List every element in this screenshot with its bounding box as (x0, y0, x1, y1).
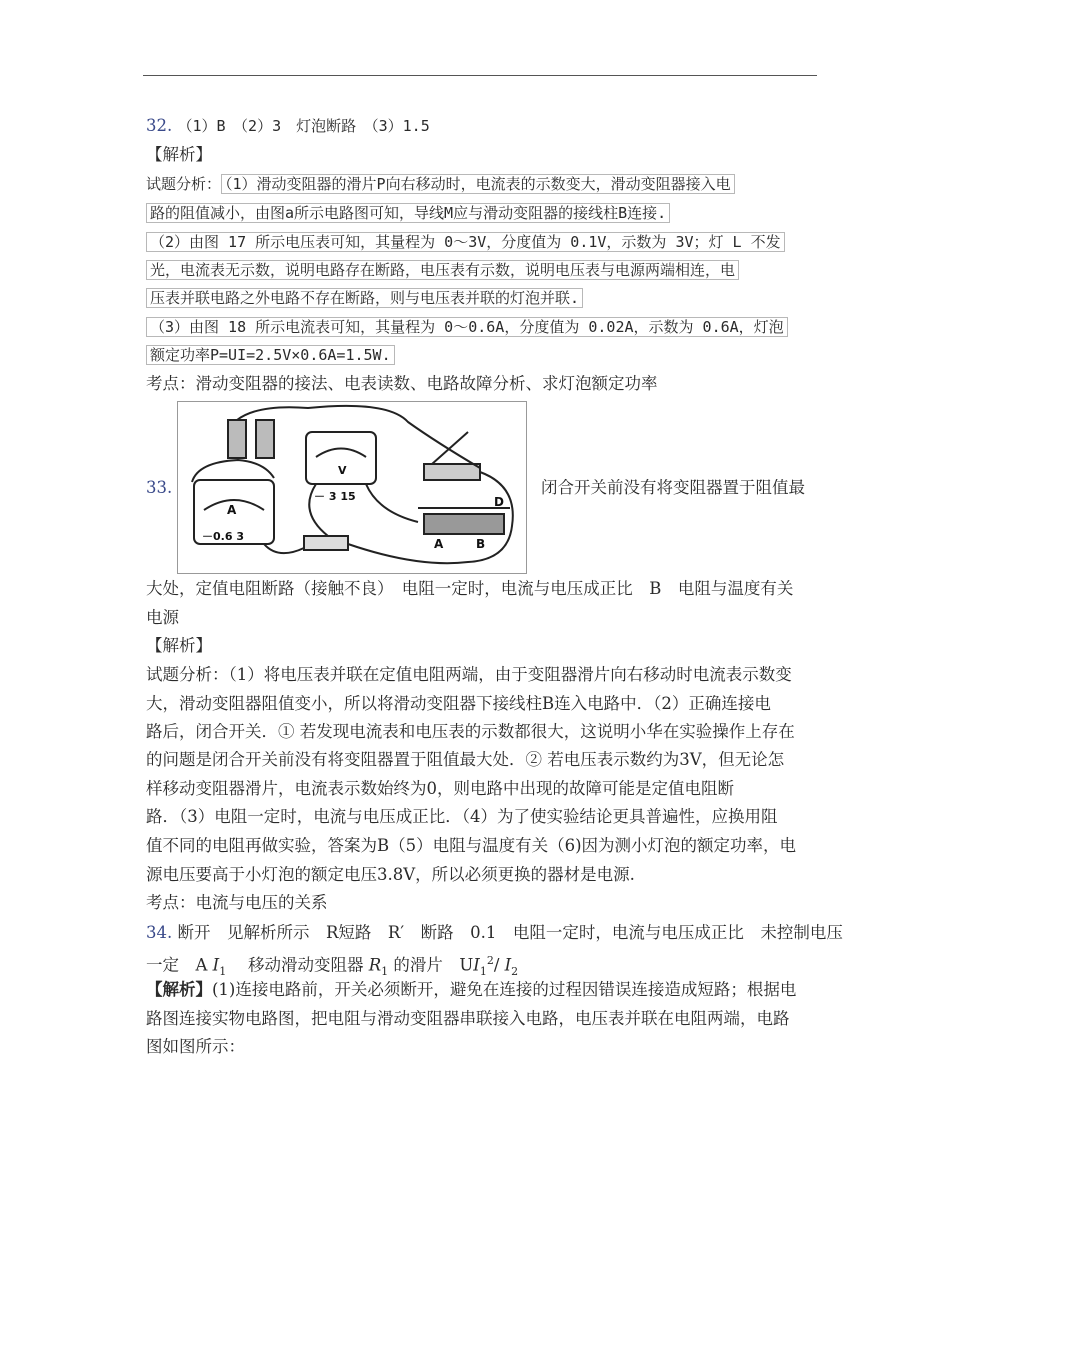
q32-answer-line (146, 114, 430, 138)
q34-number: 34. (146, 923, 173, 942)
q32-number: 32. (146, 116, 173, 135)
q34-resistor-symbol: R (368, 955, 382, 975)
q34-current-symbol: I (212, 955, 220, 975)
q34-answer-part-c: 的滑片 U (393, 955, 474, 975)
q33-analysis-line-2: 大，滑动变阻器阻值变小，所以将滑动变阻器下接线柱B连入电路中．（2）正确连接电 (146, 694, 771, 713)
q34-answer-part-a: 一定 A (146, 955, 208, 975)
wire (192, 460, 274, 482)
q34-answer-line-1 (146, 921, 843, 945)
q33-answer-line-1: 大处，定值电阻断路（接触不良） 电阻一定时，电流与电压成正比 B 电阻与温度有关 (146, 579, 794, 598)
q34-current-subscript: 1 (219, 964, 227, 978)
voltmeter-label: V (338, 464, 347, 477)
q33-number: 33. (146, 478, 173, 497)
q34-resistor-subscript: 1 (381, 964, 389, 978)
q32-analysis-line-2 (146, 201, 670, 225)
resistor-icon (304, 536, 348, 550)
q32-analysis-line-7 (146, 343, 395, 367)
q32-analysis-line-1 (146, 172, 735, 196)
q33-analysis-line-5: 样移动变阻器滑片，电流表示数始终为0，则电路中出现的故障可能是定值电阻断 (146, 779, 734, 798)
voltmeter-terminals: － 3 15 (314, 490, 356, 503)
q33-analysis-line-4: 的问题是闭合开关前没有将变阻器置于阻值最大处．② 若电压表示数约为3V，但无论怎 (146, 750, 785, 769)
q32-analysis-line-4 (146, 258, 739, 282)
q34-analysis-text-1: (1)连接电路前，开关必须断开，避免在连接的过程因错误连接造成短路；根据电 (212, 980, 797, 999)
rheostat-label-a: A (434, 537, 444, 551)
q32-jiexi-heading: 【解析】 (146, 145, 212, 164)
q33-answer-start: 闭合开关前没有将变阻器置于阻值最 (541, 478, 805, 497)
rheostat-label-b: B (476, 537, 486, 551)
q34-analysis-line-2: 路图连接实物电路图，把电阻与滑动变阻器串联接入电路，电压表并联在电阻两端，电路 (146, 1009, 790, 1028)
rheostat-label-d: D (494, 495, 504, 509)
q32-analysis-lead: 试题分析： (146, 175, 222, 193)
header-rule (143, 75, 817, 76)
circuit-diagram (178, 402, 526, 573)
q33-analysis-line-6: 路．（3）电阻一定时，电流与电压成正比．（4）为了使实验结论更具普遍性，应换用阻 (146, 807, 778, 826)
q33-kaodian: 考点：电流与电压的关系 (146, 893, 328, 912)
q34-answer-text-1: 断开 见解析所示 R短路 R′ 断路 0.1 电阻一定时，电流与电压成正比 未控制电压 (177, 923, 843, 942)
circuit-diagram-figure (177, 401, 527, 574)
q34-formula-current-subscript: 1 (479, 964, 487, 978)
q34-analysis-line-3: 图如图所示： (146, 1037, 245, 1056)
q34-answer-part-b: 移动滑动变阻器 (231, 955, 364, 975)
q32-part2-line-a: （2）由图 17 所示电压表可知，其量程为 0～3V，分度值为 0.1V，示数为 3V；灯 L 不发 (146, 232, 785, 252)
q32-part1-line-b: 路的阻值减小，由图a所示电路图可知，导线M应与滑动变阻器的接线柱B连接. (146, 203, 670, 223)
q32-part3-line-b: 额定功率P=UI=2.5V×0.6A=1.5W. (146, 345, 395, 365)
q32-part2-line-c: 压表并联电路之外电路不存在断路，则与电压表并联的灯泡并联. (146, 288, 583, 308)
q33-jiexi-heading: 【解析】 (146, 636, 212, 655)
rheostat-icon (424, 514, 504, 534)
ammeter-terminals: －0.6 3 (202, 530, 244, 543)
q33-analysis-line-8: 源电压要高于小灯泡的额定电压3.8V，所以必须更换的器材是电源. (146, 865, 635, 884)
q32-analysis-line-3 (146, 230, 785, 254)
q32-part3-line-a: （3）由图 18 所示电流表可知，其量程为 0～0.6A，分度值为 0.02A，示数为 0.6A，灯泡 (146, 317, 788, 337)
q34-formula-exponent: 2 (486, 954, 494, 967)
battery-cell-icon (228, 420, 246, 458)
q33-analysis-line-1: 试题分析：（1）将电压表并联在定值电阻两端，由于变阻器滑片向右移动时电流表示数变 (146, 665, 792, 684)
q34-jiexi-heading: 【解析】 (146, 980, 212, 999)
q34-formula-current: I (473, 955, 480, 975)
ammeter-label: A (227, 503, 237, 517)
q32-part1-line-a: （1）滑动变阻器的滑片P向右移动时，电流表的示数变大，滑动变阻器接入电 (221, 174, 735, 194)
wire (264, 544, 304, 553)
q34-analysis-line-1 (146, 978, 796, 1002)
q32-part2-line-b: 光，电流表无示数，说明电路存在断路，电压表有示数，说明电压表与电源两端相连，电 (146, 260, 739, 280)
switch-icon (424, 464, 480, 480)
q32-analysis-line-5 (146, 286, 583, 310)
q34-formula-current-2: I (504, 955, 512, 975)
q33-analysis-line-3: 路后，闭合开关．① 若发现电流表和电压表的示数都很大，这说明小华在实验操作上存在 (146, 722, 795, 741)
wire (366, 484, 418, 522)
battery-cell-icon (256, 420, 274, 458)
q32-kaodian: 考点：滑动变阻器的接法、电表读数、电路故障分析、求灯泡额定功率 (146, 374, 658, 393)
q34-formula-current-2-subscript: 2 (511, 964, 519, 978)
q32-analysis-line-6 (146, 315, 788, 339)
q33-answer-line-2: 电源 (146, 608, 179, 627)
q32-answer: （1）B （2）3 灯泡断路 （3）1.5 (177, 117, 430, 135)
q34-formula-slash: / (493, 955, 505, 975)
q33-analysis-line-7: 值不同的电阻再做实验，答案为B（5）电阻与温度有关（6)因为测小灯泡的额定功率，电 (146, 836, 797, 855)
